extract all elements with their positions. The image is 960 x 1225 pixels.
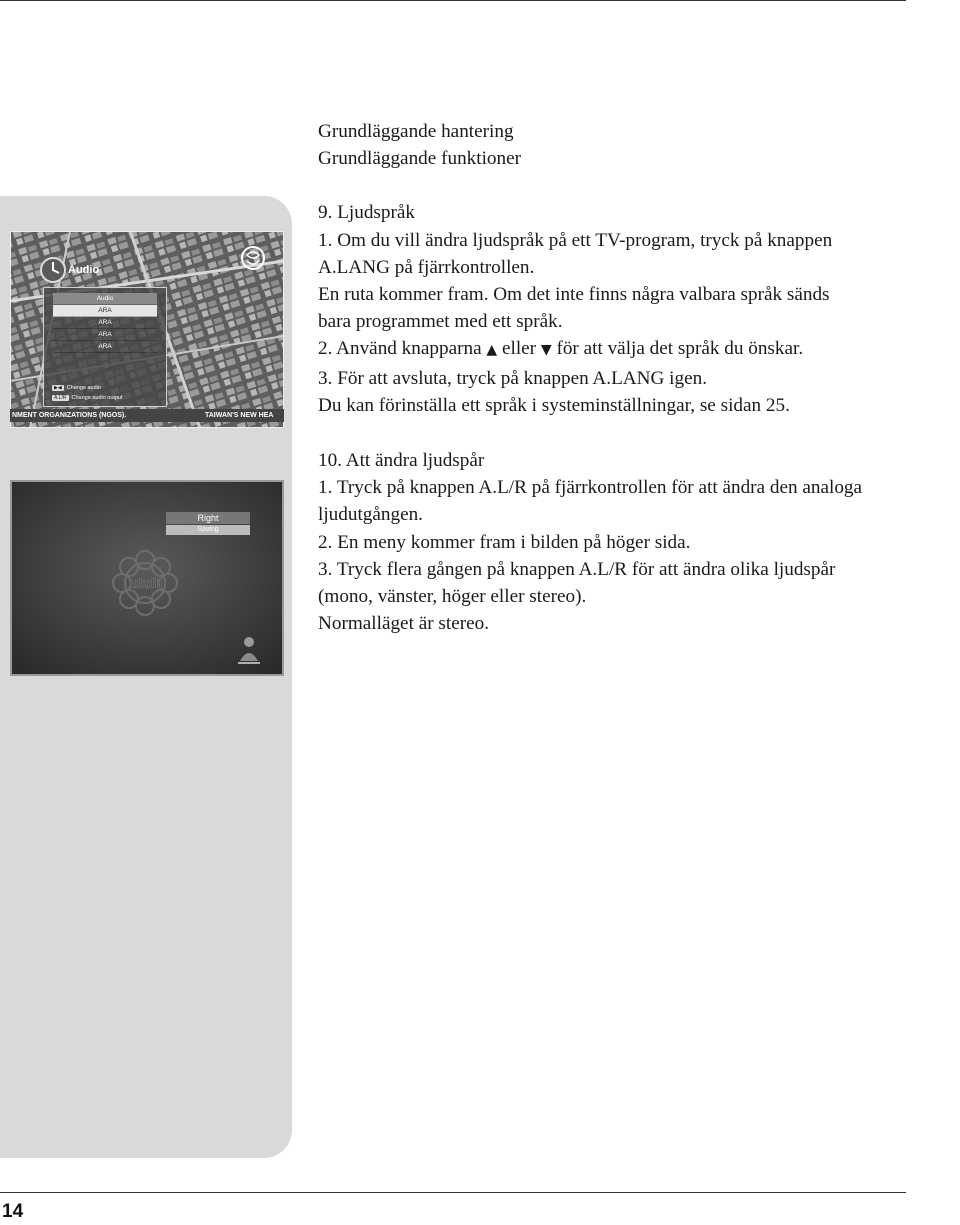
legend-key: ▶◀ xyxy=(54,385,62,391)
ticker-text-left: NMENT ORGANIZATIONS (NGOS). xyxy=(12,412,127,419)
body-line: 3. För att avsluta, tryck på knappen A.LANG igen. xyxy=(318,367,707,389)
section-heading: 10. Att ändra ljudspår xyxy=(318,450,485,472)
audio-list-item[interactable]: ARA xyxy=(53,305,157,317)
header-line-1: Grundläggande hantering xyxy=(318,121,514,142)
audio-list-header: Audio xyxy=(53,293,157,305)
legend-change-output xyxy=(52,395,123,401)
legend-label: Change audio xyxy=(66,385,101,391)
step-2-line xyxy=(318,335,958,364)
audio-list-item[interactable]: ARA xyxy=(53,329,157,341)
news-ticker xyxy=(10,409,284,422)
body-line: 3. Tryck flera gången på knappen A.L/R för att ändra olika ljudspår xyxy=(318,558,836,580)
body-line: 1. Om du vill ändra ljudspråk på ett TV-program, tryck på knappen xyxy=(318,229,833,251)
sidebar-panel xyxy=(0,196,292,1158)
legend-label: Change audio output xyxy=(71,395,123,401)
body-line: (mono, vänster, höger eller stereo). xyxy=(318,586,587,608)
instructions-text xyxy=(318,118,958,637)
page-number: 14 xyxy=(2,1201,24,1222)
body-line: bara programmet med ett språk. xyxy=(318,311,563,333)
body-line: A.LANG på fjärrkontrollen. xyxy=(318,256,535,278)
audio-output-screenshot xyxy=(10,480,284,676)
audio-title: Audio xyxy=(68,264,100,276)
saving-status: Saving xyxy=(166,525,250,535)
body-line: ljudutgången. xyxy=(318,504,423,526)
down-arrow-icon: ▼ xyxy=(540,342,552,359)
audio-language-screenshot xyxy=(10,231,284,428)
legend-key: A.L/R xyxy=(54,395,67,401)
step-2-suffix: för att välja det språk du önskar. xyxy=(556,338,804,360)
audio-list xyxy=(53,293,157,353)
output-option[interactable]: Right xyxy=(166,512,250,524)
section-heading: 9. Ljudspråk xyxy=(318,202,415,224)
clock-icon xyxy=(38,255,68,285)
header-line-2: Grundläggande funktioner xyxy=(318,148,522,170)
legend-change-audio xyxy=(52,385,101,391)
body-line: En ruta kommer fram. Om det inte finns några valbara språk sänds xyxy=(318,284,830,306)
body-line: 1. Tryck på knappen A.L/R på fjärrkontrollen för att ändra den analoga xyxy=(318,477,863,499)
body-line: Du kan förinställa ett språk i systeminställningar, se sidan 25. xyxy=(318,394,790,416)
up-arrow-icon: ▲ xyxy=(486,342,498,359)
top-rule xyxy=(0,0,906,1)
audio-list-item[interactable]: ARA xyxy=(53,341,157,353)
body-line: 2. En meny kommer fram i bilden på höger sida. xyxy=(318,531,691,553)
channel-logo-icon xyxy=(240,245,266,271)
mascot-icon xyxy=(236,635,262,665)
audio-list-item[interactable]: ARA xyxy=(53,317,157,329)
step-2-middle: eller xyxy=(501,338,537,360)
audio-menu-panel xyxy=(43,287,167,407)
emblem-text: ulullı xyxy=(129,575,163,591)
step-2-prefix: 2. Använd knapparna xyxy=(318,338,482,360)
ticker-text-right: TAIWAN'S NEW HEA xyxy=(205,412,274,419)
bottom-rule xyxy=(0,1192,906,1193)
body-line: Normalläget är stereo. xyxy=(318,613,490,635)
